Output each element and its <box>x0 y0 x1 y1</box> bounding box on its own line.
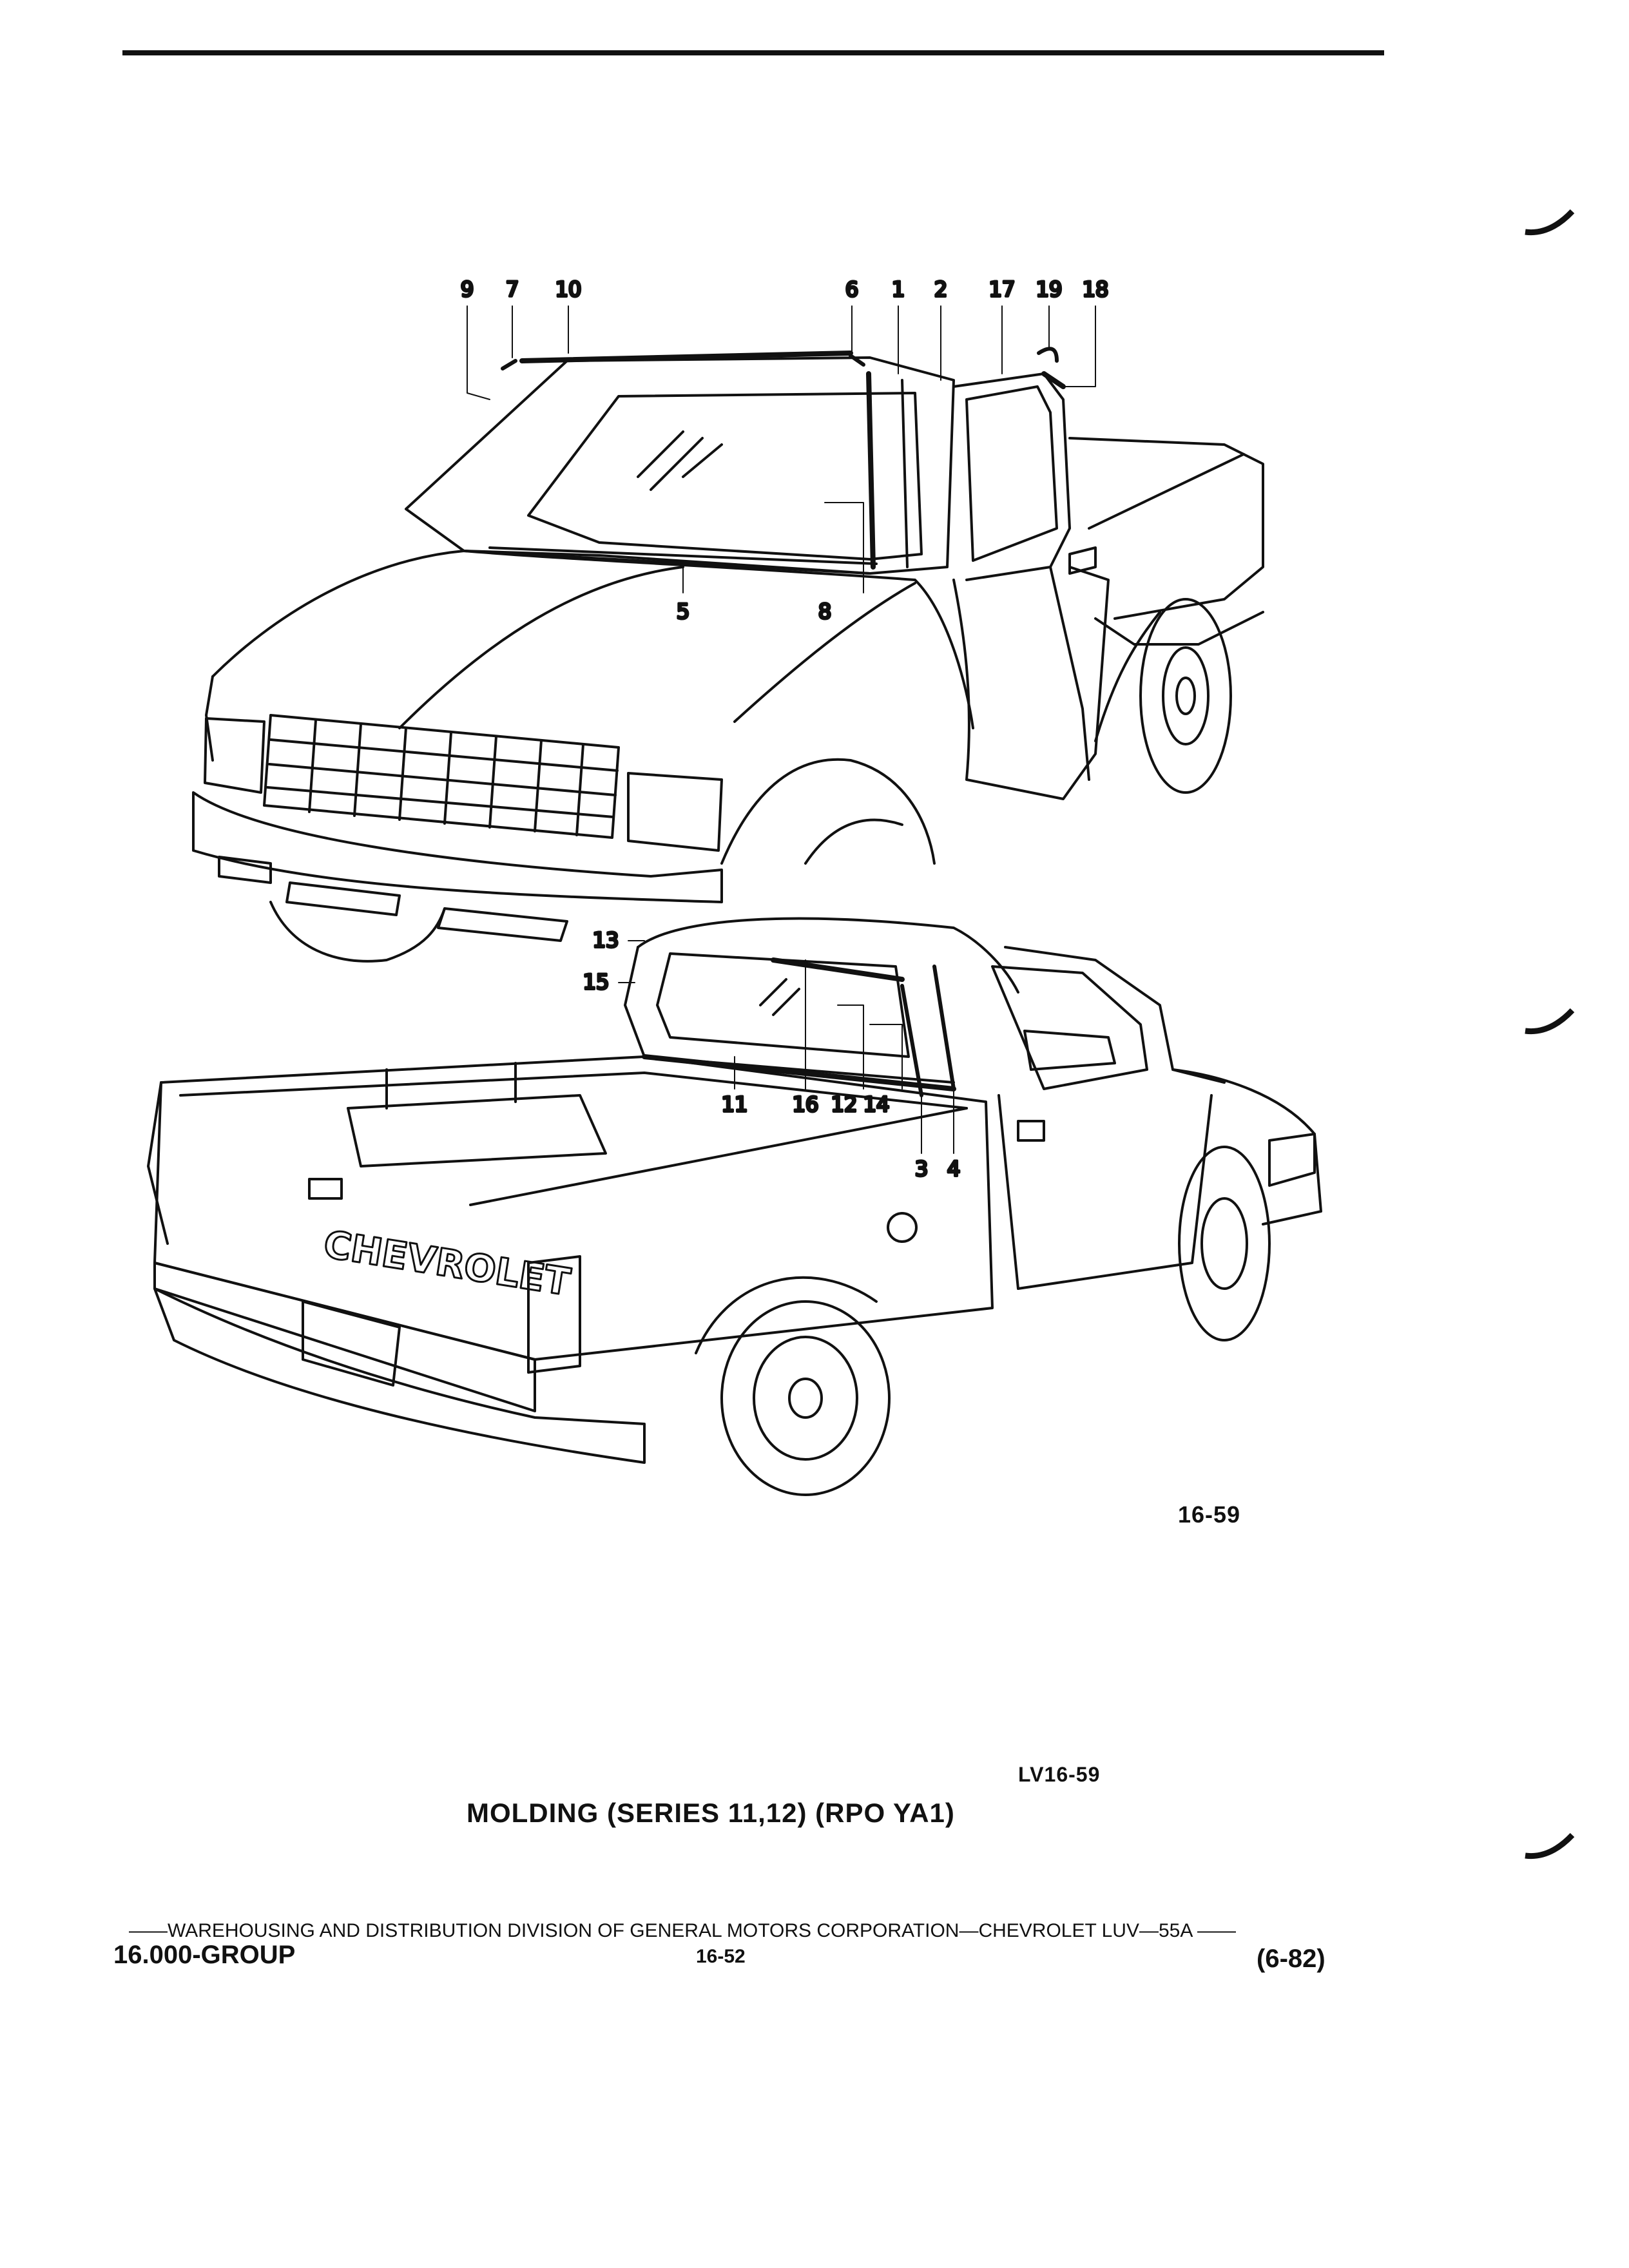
binding-mark <box>1524 1830 1576 1869</box>
callout-label: 17 <box>988 277 1016 302</box>
figure-caption: MOLDING (SERIES 11,12) (RPO YA1) <box>467 1798 955 1828</box>
front-view-truck <box>193 306 1263 961</box>
footer-date: (6-82) <box>1257 1945 1325 1973</box>
callout-label: 5 <box>676 599 690 624</box>
figure-number: 16-59 <box>1178 1501 1241 1528</box>
callout-label: 15 <box>583 970 610 994</box>
binding-mark <box>1524 1005 1576 1044</box>
callout-label: 12 <box>831 1092 858 1117</box>
binding-mark <box>1524 206 1576 245</box>
rear-view-truck <box>148 919 1321 1495</box>
callout-label: 7 <box>505 277 519 302</box>
callout-label: 13 <box>592 928 619 952</box>
callout-label: 11 <box>721 1092 748 1117</box>
callout-label: 14 <box>863 1092 890 1117</box>
callout-label: 1 <box>891 277 905 302</box>
callout-label: 9 <box>460 277 474 302</box>
figure-code: LV16-59 <box>1018 1763 1101 1786</box>
footer-page-number: 16-52 <box>696 1946 746 1967</box>
callout-label: 3 <box>914 1157 929 1181</box>
callout-label: 2 <box>934 277 948 302</box>
callout-label: 6 <box>845 277 859 302</box>
callout-label: 10 <box>555 277 582 302</box>
callout-label: 16 <box>792 1092 819 1117</box>
callout-label: 8 <box>818 599 832 624</box>
callouts-rear <box>583 928 961 1181</box>
footer-publisher-line: ——WAREHOUSING AND DISTRIBUTION DIVISION OF GENERAL MOTORS CORPORATION—CHEVROLET LUV—55A —— <box>129 1920 1237 1941</box>
callout-label: 4 <box>947 1157 961 1181</box>
footer-group: 16.000-GROUP <box>113 1941 296 1969</box>
callout-label: 19 <box>1036 277 1063 302</box>
tailgate-lettering: CHEVROLET <box>320 1222 574 1305</box>
callout-label: 18 <box>1082 277 1109 302</box>
